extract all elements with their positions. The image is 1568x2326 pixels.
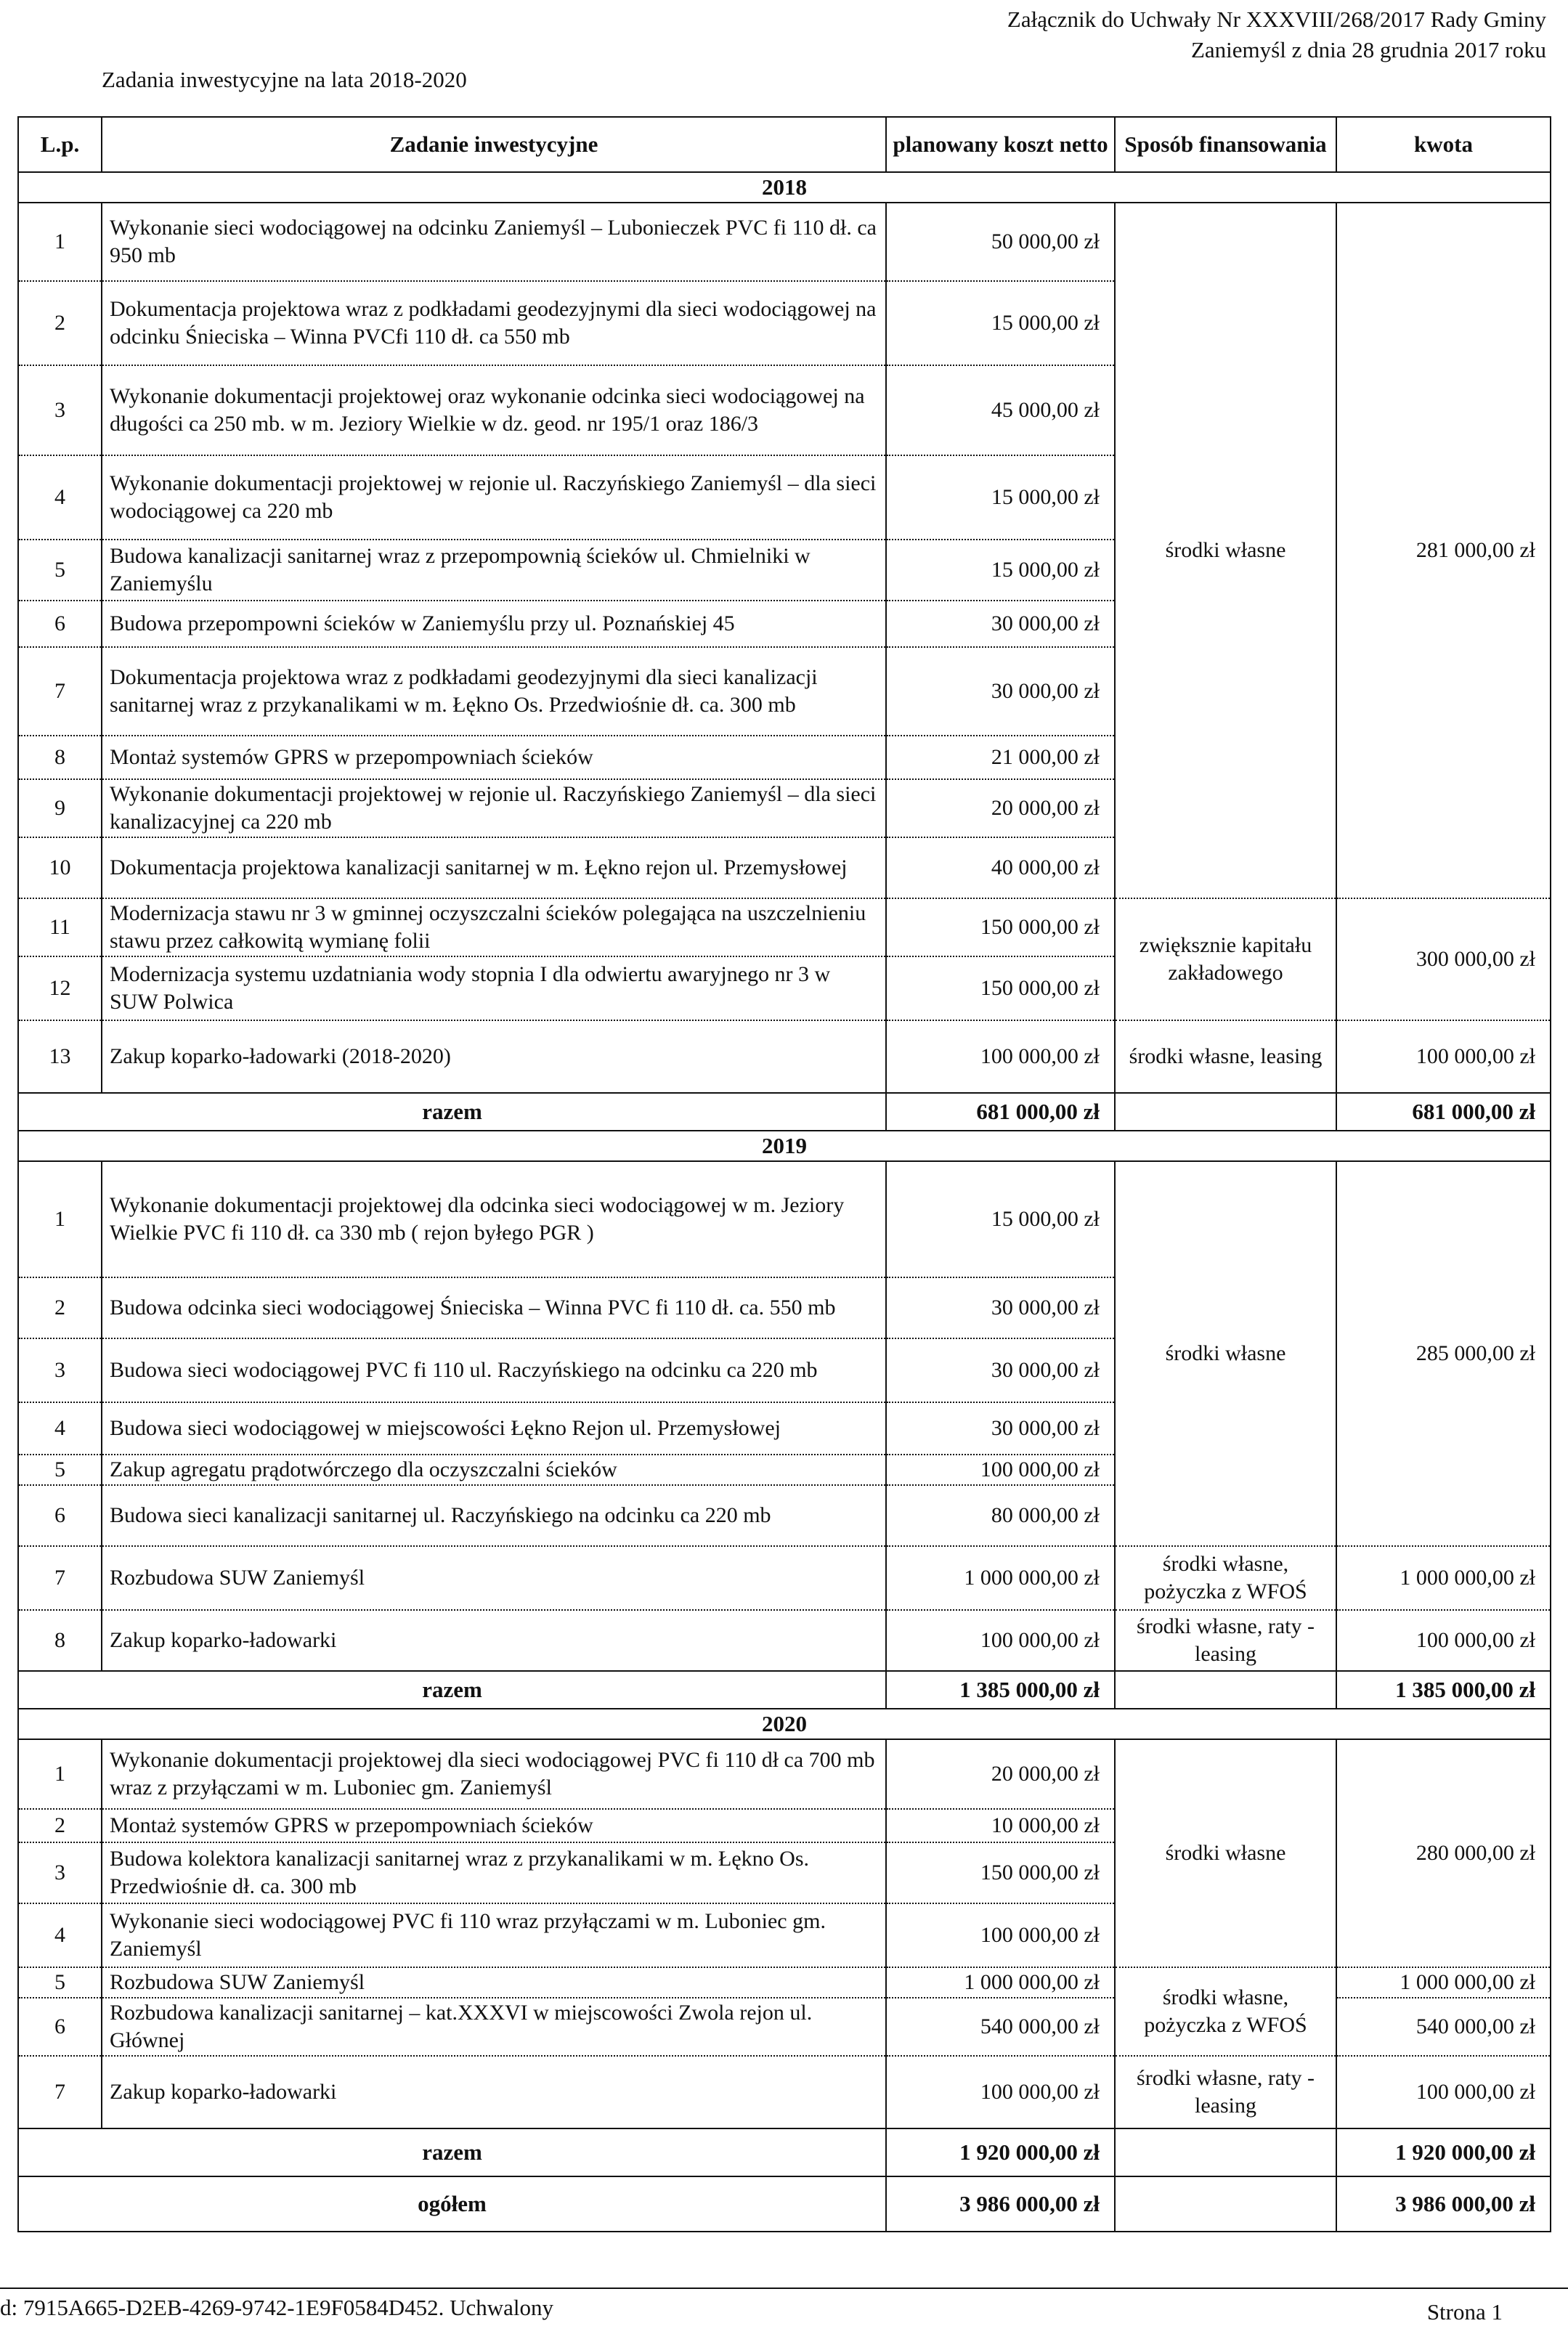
col-amount: kwota [1336, 117, 1551, 172]
amount-cell: 100 000,00 zł [1336, 2056, 1551, 2128]
financing-cell: środki własne, pożyczka z WFOŚ [1115, 1546, 1336, 1610]
table-row: 7 Zakup koparko-ładowarki 100 000,00 zł środki własne, raty - leasing 100 000,00 zł [18, 2056, 1551, 2128]
sum-row-2020: razem 1 920 000,00 zł 1 920 000,00 zł [18, 2128, 1551, 2176]
table-row: 5 Rozbudowa SUW Zaniemyśl 1 000 000,00 zł środki własne, pożyczka z WFOŚ 1 000 000,00 zł [18, 1967, 1551, 1998]
financing-cell: środki własne, raty - leasing [1115, 1610, 1336, 1671]
table-row: 6 Budowa sieci kanalizacji sanitarnej ul. Raczyńskiego na odcinku ca 220 mb 80 000,00 zł [18, 1485, 1551, 1546]
col-financing: Sposób finansowania [1115, 117, 1336, 172]
financing-cell: środki własne, pożyczka z WFOŚ [1115, 1967, 1336, 2056]
document-id: d: 7915A665-D2EB-4269-9742-1E9F0584D452. Uchwalony [0, 2295, 554, 2320]
year-row-2020: 2020 [18, 1709, 1551, 1739]
amount-cell: 1 000 000,00 zł [1336, 1967, 1551, 1998]
table-row: 2 Budowa odcinka sieci wodociągowej Śnieciska – Winna PVC fi 110 dł. ca. 550 mb 30 000,00 zł [18, 1277, 1551, 1338]
financing-cell: środki własne, leasing [1115, 1020, 1336, 1093]
table-row: 2 Dokumentacja projektowa wraz z podkładami geodezyjnymi dla sieci wodociągowej na odcinku Śnieciska – Winna PVCfi 110 dł. ca 550 mb 15 000,00 zł [18, 281, 1551, 365]
table-row: 8 Zakup koparko-ładowarki 100 000,00 zł środki własne, raty - leasing 100 000,00 zł [18, 1610, 1551, 1671]
table-row: 6 Budowa przepompowni ścieków w Zaniemyślu przy ul. Poznańskiej 45 30 000,00 zł [18, 601, 1551, 647]
table-row: 1 Wykonanie dokumentacji projektowej dla odcinka sieci wodociągowej w m. Jeziory Wielkie PVC fi 110 dł. ca 330 mb ( rejon byłego PGR ) 15 000,00 zł środki własne 285 000,00 zł [18, 1161, 1551, 1277]
total-row: ogółem 3 986 000,00 zł 3 986 000,00 zł [18, 2176, 1551, 2232]
table-row: 7 Rozbudowa SUW Zaniemyśl 1 000 000,00 zł środki własne, pożyczka z WFOŚ 1 000 000,00 zł [18, 1546, 1551, 1610]
amount-cell: 285 000,00 zł [1336, 1161, 1551, 1546]
amount-cell: 300 000,00 zł [1336, 898, 1551, 1020]
table-row: 4 Wykonanie sieci wodociągowej PVC fi 110 wraz przyłączami w m. Luboniec gm. Zaniemyśl 100 000,00 zł [18, 1903, 1551, 1967]
table-row: 12 Modernizacja systemu uzdatniania wody stopnia I dla odwiertu awaryjnego nr 3 w SUW Polwica 150 000,00 zł [18, 956, 1551, 1020]
page-number: Strona 1 [1426, 2299, 1503, 2325]
col-lp: L.p. [18, 117, 102, 172]
sum-row-2018: razem 681 000,00 zł 681 000,00 zł [18, 1093, 1551, 1131]
year-row-2018: 2018 [18, 172, 1551, 203]
table-row: 13 Zakup koparko-ładowarki (2018-2020) 100 000,00 zł środki własne, leasing 100 000,00 zł [18, 1020, 1551, 1093]
table-row: 6 Rozbudowa kanalizacji sanitarnej – kat.XXXVI w miejscowości Zwola rejon ul. Głównej 540 000,00 zł 540 000,00 zł [18, 1998, 1551, 2056]
table-row: 10 Dokumentacja projektowa kanalizacji sanitarnej w m. Łękno rejon ul. Przemysłowej 40 000,00 zł [18, 837, 1551, 898]
table-row: 1 Wykonanie sieci wodociągowej na odcinku Zaniemyśl – Lubonieczek PVC fi 110 dł. ca 950 mb 50 000,00 zł środki własne 281 000,00 zł [18, 203, 1551, 281]
table-row: 3 Budowa sieci wodociągowej PVC fi 110 ul. Raczyńskiego na odcinku ca 220 mb 30 000,00 zł [18, 1338, 1551, 1402]
amount-cell: 100 000,00 zł [1336, 1020, 1551, 1093]
table-row: 7 Dokumentacja projektowa wraz z podkładami geodezyjnymi dla sieci kanalizacji sanitarnej wraz z przykanalikami w m. Łękno Os. Przedwiośnie dł. ca. 300 mb 30 000,00 zł [18, 647, 1551, 736]
amount-cell: 1 000 000,00 zł [1336, 1546, 1551, 1610]
year-row-2019: 2019 [18, 1131, 1551, 1161]
amount-cell: 100 000,00 zł [1336, 1610, 1551, 1671]
table-header-row [18, 117, 1551, 172]
sum-row-2019: razem 1 385 000,00 zł 1 385 000,00 zł [18, 1671, 1551, 1709]
attachment-line-1: Załącznik do Uchwały Nr XXXVIII/268/2017 Rady Gminy [1007, 7, 1546, 32]
financing-cell: środki własne, raty - leasing [1115, 2056, 1336, 2128]
table-row: 3 Budowa kolektora kanalizacji sanitarnej wraz z przykanalikami w m. Łękno Os. Przedwiośnie dł. ca. 300 mb 150 000,00 zł [18, 1842, 1551, 1903]
document-title: Zadania inwestycyjne na lata 2018-2020 [102, 67, 467, 92]
table-row: 11 Modernizacja stawu nr 3 w gminnej oczyszczalni ścieków polegająca na uszczelnieniu stawu przez całkowitą wymianę folii 150 000,00 zł zwiększnie kapitału zakładowego 300 000,00 zł [18, 898, 1551, 956]
amount-cell: 540 000,00 zł [1336, 1998, 1551, 2056]
amount-cell: 281 000,00 zł [1336, 203, 1551, 898]
footer-divider [0, 2288, 1568, 2289]
financing-cell: zwiększnie kapitału zakładowego [1115, 898, 1336, 1020]
table-row: 3 Wykonanie dokumentacji projektowej oraz wykonanie odcinka sieci wodociągowej na długości ca 250 mb. w m. Jeziory Wielkie w dz. geod. nr 195/1 oraz 186/3 45 000,00 zł [18, 365, 1551, 455]
table-row: 5 Budowa kanalizacji sanitarnej wraz z przepompownią ścieków ul. Chmielniki w Zaniemyślu 15 000,00 zł [18, 540, 1551, 601]
amount-cell: 280 000,00 zł [1336, 1739, 1551, 1967]
investment-table [17, 116, 1551, 2232]
attachment-line-2: Zaniemyśl z dnia 28 grudnia 2017 roku [1190, 37, 1546, 62]
financing-cell: środki własne [1115, 1739, 1336, 1967]
financing-cell: środki własne [1115, 203, 1336, 898]
col-task: Zadanie inwestycyjne [102, 117, 886, 172]
table-row: 1 Wykonanie dokumentacji projektowej dla sieci wodociągowej PVC fi 110 dł ca 700 mb wraz z przyłączami w m. Luboniec gm. Zaniemyśl 20 000,00 zł środki własne 280 000,00 zł [18, 1739, 1551, 1809]
table-row: 9 Wykonanie dokumentacji projektowej w rejonie ul. Raczyńskiego Zaniemyśl – dla sieci kanalizacyjnej ca 220 mb 20 000,00 zł [18, 779, 1551, 837]
financing-cell: środki własne [1115, 1161, 1336, 1546]
table-row: 5 Zakup agregatu prądotwórczego dla oczyszczalni ścieków 100 000,00 zł [18, 1455, 1551, 1485]
table-row: 8 Montaż systemów GPRS w przepompowniach ścieków 21 000,00 zł [18, 736, 1551, 779]
table-row: 4 Wykonanie dokumentacji projektowej w rejonie ul. Raczyńskiego Zaniemyśl – dla sieci wodociągowej ca 220 mb 15 000,00 zł [18, 455, 1551, 540]
table-row: 2 Montaż systemów GPRS w przepompowniach ścieków 10 000,00 zł [18, 1809, 1551, 1842]
attachment-header [1007, 4, 1546, 65]
col-cost: planowany koszt netto [886, 117, 1115, 172]
table-row: 4 Budowa sieci wodociągowej w miejscowości Łękno Rejon ul. Przemysłowej 30 000,00 zł [18, 1402, 1551, 1455]
